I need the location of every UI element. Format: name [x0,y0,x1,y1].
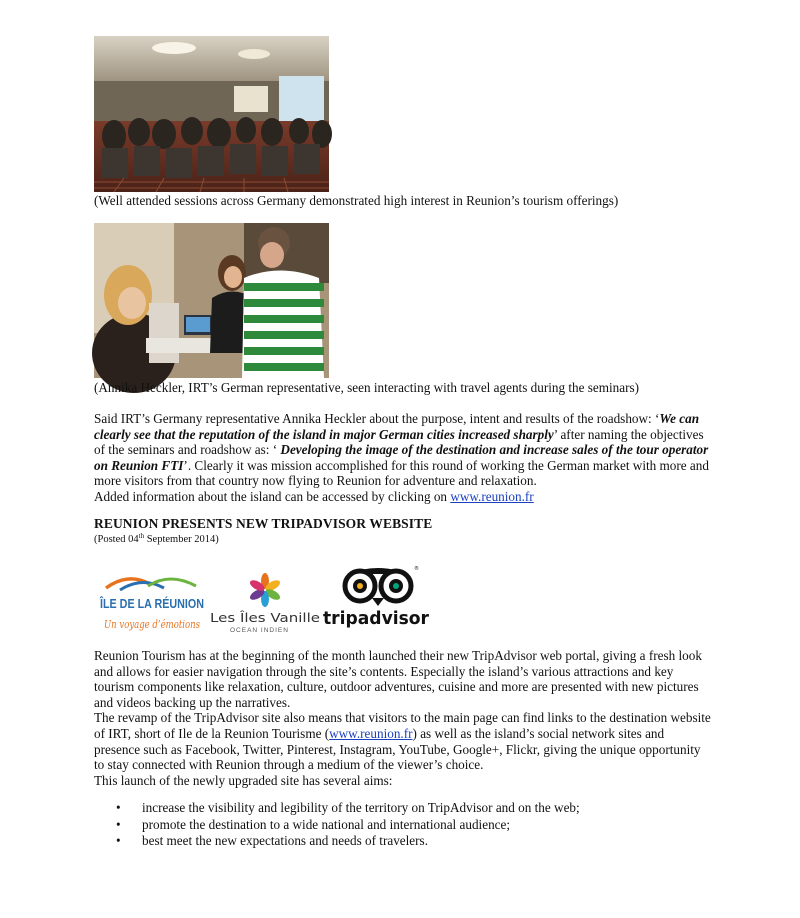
list-item [94,800,734,817]
tripadvisor-logo [322,560,434,632]
section-heading: REUNION PRESENTS NEW TRIPADVISOR WEBSITE [94,516,433,531]
svg-text:®: ® [414,566,419,572]
quote-text: We can clearly see that the reputation of the island in major German cities increased sharply [94,411,700,442]
list-item-text: best meet the new expectations and needs of travelers. [142,833,428,848]
photo-caption: (Annika Heckler, IRT’s German representative, seen interacting with travel agents during the seminars) [94,380,640,395]
ile-de-la-reunion-logo [98,572,208,634]
posted-date-suffix: th [138,532,145,540]
bullet-icon: • [116,833,121,848]
bullet-icon: • [116,816,121,832]
paragraph-text: The revamp of the TripAdvisor site also means that visitors to the main page can find links to the destination website of IRT, short of Ile de la Reunion Tourisme ( [94,710,711,741]
list-item-text: promote the destination to a wide national and international audience; [142,816,511,832]
list-item [94,817,734,834]
representative-photo [94,223,329,378]
paragraph-text: Added information about the island can be accessed by clicking on [94,488,451,504]
paragraph-text: Reunion Tourism has at the beginning of the month launched their new TripAdvisor web portal, giving a fresh look and allows for easier navigation through the site’s contents. Especially the island’s various attractions and key tourism components like relaxation, culture, outdoor adventures, cuisine and more are presented with new pictures and videos backing up the narratives. [94,648,702,710]
reunion-link[interactable]: www.reunion.fr [329,725,413,741]
seminar-hall-photo [94,36,329,192]
paragraph-text: This launch of the newly upgraded site has several aims: [94,772,393,788]
posted-date-text: September 2014) [144,534,219,545]
iles-vanille-logo [208,572,322,634]
bullet-icon: • [116,800,121,815]
photo-caption: (Well attended sessions across Germany demonstrated high interest in Reunion’s tourism offerings) [94,193,619,208]
posted-date-text: (Posted 04 [94,534,139,545]
reunion-logo-tagline: Un voyage d’émotions [104,618,201,631]
list-item-text: increase the visibility and legibility of the territory on TripAdvisor and on the web; [142,800,580,815]
aims-list [94,800,734,850]
reunion-logo-name: ÎLE DE LA RÉUNION [99,596,204,611]
paragraph-text: ’. Clearly it was mission accomplished for this round of working the German market with more and more visitors from that country now flying to Reunion for adventure and relaxation. [94,457,709,489]
paragraph-text: Said IRT’s Germany representative Annika Heckler about the purpose, intent and results of the roadshow: ‘ [94,411,660,426]
reunion-link[interactable]: www.reunion.fr [450,488,534,504]
vanille-logo-name: Les Îles Vanille [210,611,298,625]
paragraph-text: ’ after naming the objectives of the seminars and roadshow as: ‘ [94,426,704,458]
quote-text: Developing the image of the destination and increase sales of the tour operator on Reunion FTI [94,442,709,473]
paragraph-text: ) as well as the island’s social network sites and presence such as Facebook, Twitter, Pinterest, Instagram, YouTube, Google+, Flickr, giving the unique opportunity to stay connected with Reunion through a medium of the viewer’s choice. [94,725,701,773]
vanille-logo-subtitle: OCEAN INDIEN [230,627,289,634]
tripadvisor-paragraph [94,648,712,788]
posted-date [94,532,219,545]
list-item [94,833,734,850]
tripadvisor-logo-text: tripadvisor [323,608,430,629]
roadshow-paragraph [94,411,712,505]
